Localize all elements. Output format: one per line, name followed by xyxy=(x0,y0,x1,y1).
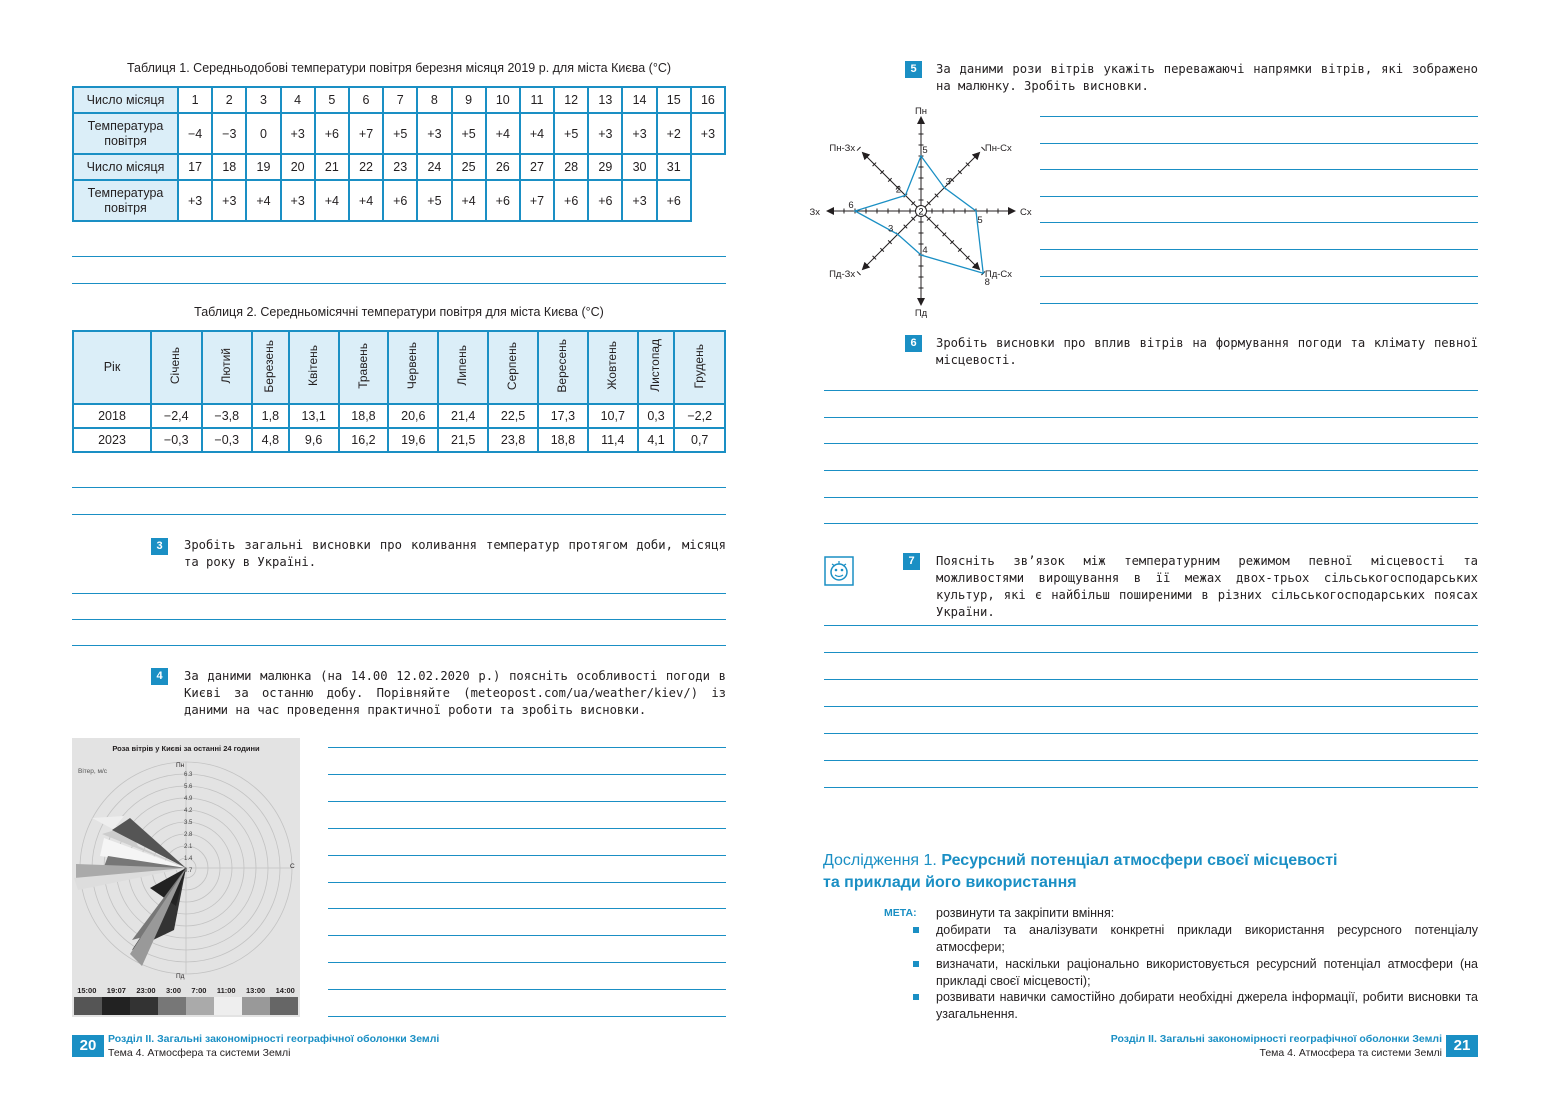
month-label: Лютий xyxy=(218,348,233,384)
value-cell: 18,8 xyxy=(538,428,588,452)
value-cell: 20,6 xyxy=(388,404,438,428)
temp-cell: +6 xyxy=(657,180,691,221)
tick-label: 4.9 xyxy=(184,796,193,802)
value-cell: 0,7 xyxy=(674,428,725,452)
value-cell: 9,6 xyxy=(289,428,339,452)
month-label: Травень xyxy=(355,342,370,389)
temp-cell: +3 xyxy=(691,113,725,154)
tick-label: 2.8 xyxy=(184,832,193,838)
task-3-text: Зробіть загальні висновки про коливання температур протягом доби, місяця та року в Україні. xyxy=(184,538,726,569)
row-label: Температура повітря xyxy=(73,180,178,221)
time-label: 14:00 xyxy=(275,986,295,995)
month-label: Липень xyxy=(455,345,470,387)
temp-cell: +3 xyxy=(212,180,246,221)
answer-line[interactable] xyxy=(328,855,726,856)
temp-cell: +4 xyxy=(452,180,486,221)
tick-label: 6.3 xyxy=(184,772,193,778)
temp-cell: +6 xyxy=(383,180,417,221)
temp-cell: +3 xyxy=(417,113,451,154)
answer-line[interactable] xyxy=(1040,116,1478,117)
day-cell: 18 xyxy=(212,154,246,180)
row-label: Число місяця xyxy=(73,87,178,113)
page-number-right: 21 xyxy=(1446,1035,1478,1057)
value-cell: 17,3 xyxy=(538,404,588,428)
goal-label: МЕТА: xyxy=(884,907,917,919)
day-cell: 4 xyxy=(281,87,315,113)
value-cell: 0,3 xyxy=(638,404,675,428)
direction-label: Сх xyxy=(1020,207,1032,218)
day-cell: 8 xyxy=(417,87,451,113)
month-header xyxy=(252,331,289,404)
tick-label: 4.2 xyxy=(184,808,193,814)
answer-line[interactable] xyxy=(824,417,1478,418)
answer-line[interactable] xyxy=(328,828,726,829)
tick-label: 0.7 xyxy=(184,868,193,874)
month-header xyxy=(538,331,588,404)
day-cell: 15 xyxy=(657,87,691,113)
kiev-rose-colorbar xyxy=(74,997,298,1015)
answer-line[interactable] xyxy=(824,625,1478,626)
value-cell: 11,4 xyxy=(588,428,638,452)
temp-cell: +3 xyxy=(178,180,212,221)
month-header xyxy=(339,331,389,404)
time-label: 23:00 xyxy=(136,986,156,995)
day-cell: 1 xyxy=(178,87,212,113)
footer-theme-right: Тема 4. Атмосфера та системи Землі xyxy=(1259,1047,1442,1059)
value-cell: −0,3 xyxy=(151,428,202,452)
value-cell: 18,8 xyxy=(339,404,389,428)
day-cell: 20 xyxy=(281,154,315,180)
month-header xyxy=(388,331,438,404)
month-label: Грудень xyxy=(691,343,706,389)
value-cell: 19,6 xyxy=(388,428,438,452)
value-cell: 4,8 xyxy=(252,428,289,452)
day-cell: 13 xyxy=(588,87,622,113)
day-cell: 7 xyxy=(383,87,417,113)
temp-cell: +6 xyxy=(554,180,588,221)
month-header xyxy=(638,331,675,404)
value-cell: −2,4 xyxy=(151,404,202,428)
time-label: 3:00 xyxy=(165,986,181,995)
day-cell: 30 xyxy=(622,154,656,180)
bullet-marker xyxy=(913,927,919,933)
day-cell: 3 xyxy=(246,87,280,113)
day-cell: 6 xyxy=(349,87,383,113)
day-cell: 10 xyxy=(486,87,520,113)
temp-cell: +4 xyxy=(246,180,280,221)
month-header xyxy=(289,331,339,404)
research-title xyxy=(823,850,1337,894)
temp-cell: +6 xyxy=(588,180,622,221)
table-row xyxy=(73,428,725,452)
year-cell: 2023 xyxy=(73,428,151,452)
wind-value-label: 8 xyxy=(984,277,990,289)
time-label: 19:07 xyxy=(106,986,126,995)
answer-line[interactable] xyxy=(328,935,726,936)
temp-cell: +3 xyxy=(588,113,622,154)
year-cell: 2018 xyxy=(73,404,151,428)
temp-cell: +5 xyxy=(383,113,417,154)
wind-axis xyxy=(863,153,921,211)
value-cell: 23,8 xyxy=(488,428,538,452)
temp-cell: +2 xyxy=(657,113,691,154)
answer-line[interactable] xyxy=(328,908,726,909)
research-title-line1: Ресурсний потенціал атмосфери своєї місцевості xyxy=(941,852,1338,869)
answer-line[interactable] xyxy=(72,283,726,284)
day-cell: 12 xyxy=(554,87,588,113)
kiev-rose-ylabel: Вітер, м/с xyxy=(78,768,108,775)
direction-label: Пд-Зх xyxy=(829,268,856,280)
month-label: Листопад xyxy=(648,339,663,393)
day-cell: 19 xyxy=(246,154,280,180)
answer-line[interactable] xyxy=(72,645,726,646)
answer-line[interactable] xyxy=(72,487,726,488)
table1-caption: Таблиця 1. Середньодобові температури повітря березня місяця 2019 р. для міста Києва (°С) xyxy=(126,61,672,75)
answer-line[interactable] xyxy=(1040,169,1478,170)
direction-label: Пн-Зх xyxy=(829,143,856,155)
answer-line[interactable] xyxy=(824,733,1478,734)
task-6-number: 6 xyxy=(905,335,922,352)
wind-axis xyxy=(921,211,979,269)
goal-intro: розвинути та закріпити вміння: xyxy=(936,906,1115,920)
month-label: Жовтень xyxy=(604,341,619,391)
day-cell: 22 xyxy=(349,154,383,180)
value-cell: 21,4 xyxy=(438,404,488,428)
day-cell: 23 xyxy=(383,154,417,180)
day-cell: 11 xyxy=(520,87,554,113)
bullet-marker xyxy=(913,961,919,967)
value-cell: 13,1 xyxy=(289,404,339,428)
answer-line[interactable] xyxy=(824,706,1478,707)
direction-label: Пд-Сх xyxy=(984,268,1013,280)
day-cell: 5 xyxy=(315,87,349,113)
direction-label: Пд xyxy=(914,308,928,319)
answer-line[interactable] xyxy=(72,256,726,257)
day-cell: 28 xyxy=(554,154,588,180)
table-row xyxy=(73,404,725,428)
month-label: Серпень xyxy=(505,341,520,390)
row-label: Число місяця xyxy=(73,154,178,180)
wind-value-label: 5 xyxy=(977,215,983,226)
answer-line[interactable] xyxy=(328,1016,726,1017)
temp-cell: +4 xyxy=(486,113,520,154)
wind-rose-chart xyxy=(809,106,1032,319)
answer-line[interactable] xyxy=(824,470,1478,471)
day-cell: 17 xyxy=(178,154,212,180)
research-prefix: Дослідження 1. xyxy=(823,852,937,869)
day-cell: 21 xyxy=(315,154,349,180)
task-5-number: 5 xyxy=(905,61,922,78)
month-label: Березень xyxy=(262,339,277,393)
answer-line[interactable] xyxy=(1040,303,1478,304)
answer-line[interactable] xyxy=(1040,276,1478,277)
value-cell: 4,1 xyxy=(638,428,675,452)
month-header xyxy=(488,331,538,404)
day-cell: 29 xyxy=(588,154,622,180)
kiev-rose-north: Пн xyxy=(176,762,185,769)
time-label: 11:00 xyxy=(216,986,236,995)
temp-cell: +3 xyxy=(281,180,315,221)
temp-cell: +7 xyxy=(349,113,383,154)
value-cell: 22,5 xyxy=(488,404,538,428)
temp-cell: +5 xyxy=(554,113,588,154)
temp-cell: +6 xyxy=(315,113,349,154)
answer-line[interactable] xyxy=(824,787,1478,788)
wind-value-label: 6 xyxy=(848,200,854,211)
answer-line[interactable] xyxy=(72,514,726,515)
time-label: 13:00 xyxy=(246,986,266,995)
wind-value-label: 5 xyxy=(922,145,928,156)
answer-line[interactable] xyxy=(824,652,1478,653)
footer-section-right: Розділ ІІ. Загальні закономірності географічної оболонки Землі xyxy=(1110,1033,1442,1045)
month-label: Червень xyxy=(405,342,420,390)
answer-line[interactable] xyxy=(824,497,1478,498)
temp-cell: +7 xyxy=(520,180,554,221)
kiev-rose-title: Роза вітрів у Києві за останні 24 години xyxy=(112,744,260,753)
temp-cell: −4 xyxy=(178,113,212,154)
task-6-text: Зробіть висновки про вплив вітрів на формування погоди та клімату певної місцевості. xyxy=(936,336,1478,367)
temp-cell: 0 xyxy=(246,113,280,154)
temp-cell: +4 xyxy=(520,113,554,154)
answer-line[interactable] xyxy=(1040,143,1478,144)
temp-cell: +5 xyxy=(417,180,451,221)
answer-line[interactable] xyxy=(1040,222,1478,223)
day-cell: 31 xyxy=(657,154,691,180)
time-label: 7:00 xyxy=(191,986,207,995)
tick-label: 1.4 xyxy=(184,856,193,862)
time-label: 15:00 xyxy=(77,986,97,995)
temp-cell: +3 xyxy=(281,113,315,154)
kiev-rose-times xyxy=(72,986,300,995)
bullet-marker xyxy=(913,994,919,1000)
answer-line[interactable] xyxy=(328,747,726,748)
temp-cell: +5 xyxy=(452,113,486,154)
empty-cell xyxy=(691,154,725,180)
month-header xyxy=(202,331,253,404)
creative-task-icon xyxy=(824,556,854,586)
day-cell: 14 xyxy=(622,87,656,113)
task-7-number: 7 xyxy=(903,553,920,570)
month-header xyxy=(151,331,202,404)
row-label: Температура повітря xyxy=(73,113,178,154)
value-cell: −2,2 xyxy=(674,404,725,428)
answer-line[interactable] xyxy=(824,443,1478,444)
empty-cell xyxy=(691,180,725,221)
month-label: Січень xyxy=(168,347,183,385)
day-cell: 27 xyxy=(520,154,554,180)
value-cell: 1,8 xyxy=(252,404,289,428)
answer-line[interactable] xyxy=(1040,249,1478,250)
month-header xyxy=(438,331,488,404)
day-cell: 24 xyxy=(417,154,451,180)
answer-line[interactable] xyxy=(328,774,726,775)
kiev-rose-graphic xyxy=(72,738,300,1017)
month-header xyxy=(588,331,638,404)
research-title-line2: та приклади його використання xyxy=(823,874,1077,891)
value-cell: 21,5 xyxy=(438,428,488,452)
value-cell: 16,2 xyxy=(339,428,389,452)
table2-caption: Таблиця 2. Середньомісячні температури повітря для міста Києва (°С) xyxy=(194,305,604,319)
kiev-rose-south: Пд xyxy=(176,973,185,980)
axis-tick xyxy=(857,147,861,151)
footer-section-left: Розділ ІІ. Загальні закономірності географічної оболонки Землі xyxy=(108,1033,440,1045)
day-cell: 16 xyxy=(691,87,725,113)
kiev-wind-rose-figure xyxy=(72,738,300,1017)
tick-label: 5.6 xyxy=(184,784,193,790)
answer-line[interactable] xyxy=(328,962,726,963)
goal-bullet-3: розвивати навички самостійно добирати необхідні джерела інформації, робити висновки та узагальнення. xyxy=(936,990,1478,1021)
table2 xyxy=(72,330,726,453)
year-header: Рік xyxy=(73,331,151,404)
tick-label: 3.5 xyxy=(184,820,193,826)
day-cell: 9 xyxy=(452,87,486,113)
answer-line[interactable] xyxy=(72,593,726,594)
direction-label: Зх xyxy=(809,207,820,218)
month-label: Вересень xyxy=(555,339,570,393)
temp-cell: −3 xyxy=(212,113,246,154)
axis-tick xyxy=(857,271,861,275)
day-cell: 26 xyxy=(486,154,520,180)
answer-line[interactable] xyxy=(328,801,726,802)
temp-cell: +3 xyxy=(622,113,656,154)
answer-line[interactable] xyxy=(824,390,1478,391)
wind-value-label: 4 xyxy=(922,245,928,256)
direction-label: Пн-Сх xyxy=(984,143,1012,155)
wind-value-label: 3 xyxy=(888,223,894,235)
temp-cell: +4 xyxy=(315,180,349,221)
value-cell: −3,8 xyxy=(202,404,253,428)
goal-bullet-2: визначати, наскільки раціонально використовується ресурсний потенціал атмосфери (на прикладі своєї місцевості); xyxy=(936,957,1478,988)
value-cell: −0,3 xyxy=(202,428,253,452)
month-header xyxy=(674,331,725,404)
answer-line[interactable] xyxy=(328,882,726,883)
answer-line[interactable] xyxy=(824,679,1478,680)
goal-bullet-1: добирати та аналізувати конкретні приклади використання ресурсного потенціалу атмосфери; xyxy=(936,923,1478,954)
temp-cell: +3 xyxy=(622,180,656,221)
task-3-number: 3 xyxy=(151,538,168,555)
value-cell: 10,7 xyxy=(588,404,638,428)
footer-theme-left: Тема 4. Атмосфера та системи Землі xyxy=(108,1047,291,1059)
tick-label: 2.1 xyxy=(184,844,193,850)
answer-line[interactable] xyxy=(1040,196,1478,197)
wind-value-label: 3 xyxy=(945,176,951,188)
month-label: Квітень xyxy=(305,345,320,387)
direction-label: Пн xyxy=(914,106,928,117)
wind-value-label: 2 xyxy=(895,184,902,196)
task-5-text: За даними рози вітрів укажіть переважаючі напрямки вітрів, які зображено на малюнку. Зробіть висновки. xyxy=(936,62,1478,93)
wind-rose-calm: 2 xyxy=(918,206,924,217)
task-4-number: 4 xyxy=(151,668,168,685)
day-cell: 25 xyxy=(452,154,486,180)
kiev-rose-east: С xyxy=(290,863,295,870)
answer-line[interactable] xyxy=(824,760,1478,761)
answer-line[interactable] xyxy=(824,523,1478,524)
temp-cell: +6 xyxy=(486,180,520,221)
page-number-left: 20 xyxy=(72,1035,104,1057)
task-7-text: Поясніть зв’язок між температурним режимом певної місцевості та можливостями вирощування в її межах двох-трьох сільськогосподарських культур, які є найбільш поширеними в різних сільськогосподарських поясах України. xyxy=(936,554,1478,619)
answer-line[interactable] xyxy=(72,619,726,620)
table1 xyxy=(72,86,726,222)
temp-cell: +4 xyxy=(349,180,383,221)
day-cell: 2 xyxy=(212,87,246,113)
answer-line[interactable] xyxy=(328,989,726,990)
task-4-text: За даними малюнка (на 14.00 12.02.2020 р.) поясніть особливості погоди в Києві за останню добу. Порівняйте (meteopost.com/ua/weather/kiev/) із даними на час проведення практичної роботи та зробіть висновки. xyxy=(184,669,726,717)
